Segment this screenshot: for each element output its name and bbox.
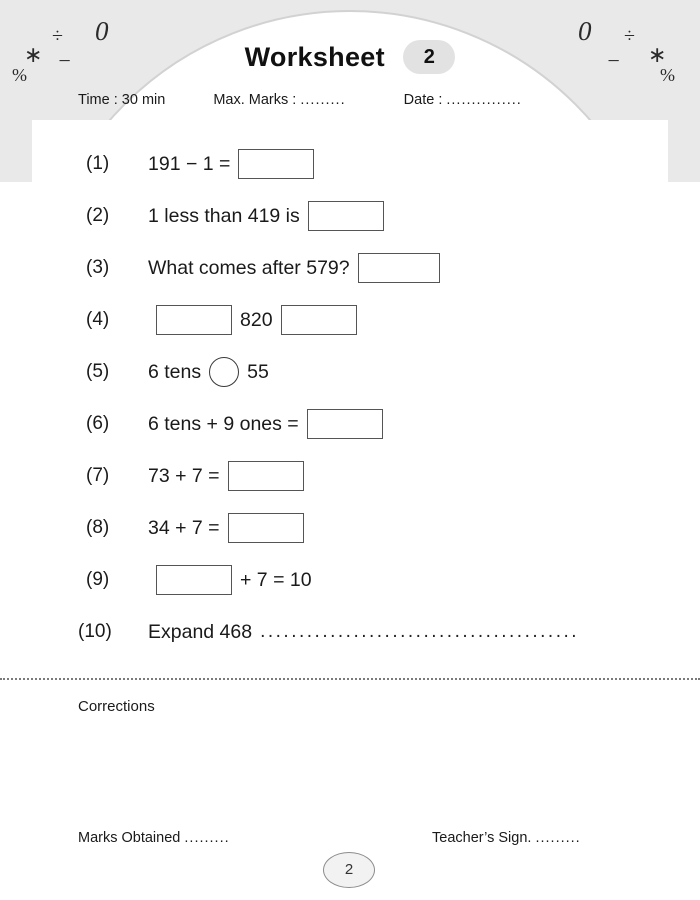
page-title: Worksheet xyxy=(244,41,385,72)
decor-divide-right: ÷ xyxy=(624,25,635,47)
decor-asterisk-left: ∗ xyxy=(24,42,43,67)
teacher-sign-value[interactable]: ......... xyxy=(535,830,581,846)
question-body xyxy=(148,565,312,595)
decor-zero-left: 0 xyxy=(95,16,109,46)
answer-box[interactable] xyxy=(156,305,232,335)
date-label: Date : xyxy=(403,92,443,108)
question-number: (3) xyxy=(86,257,110,278)
max-marks-label: Max. Marks : xyxy=(213,92,297,108)
question-body xyxy=(148,357,269,387)
decor-percent-right: % xyxy=(660,65,675,85)
decor-divide-left: ÷ xyxy=(52,25,63,47)
question-body xyxy=(148,513,312,543)
answer-box[interactable] xyxy=(228,513,304,543)
answer-box[interactable] xyxy=(238,149,314,179)
page-number-badge: 2 xyxy=(323,852,375,888)
decor-percent-left: % xyxy=(12,65,27,85)
question-text: 1 less than 419 is xyxy=(148,204,300,227)
question-row xyxy=(0,242,700,294)
question-number: (6) xyxy=(86,413,110,434)
question-body xyxy=(148,253,448,283)
time-field xyxy=(78,92,165,108)
decor-minus-left: − xyxy=(57,48,72,73)
question-body xyxy=(148,621,579,644)
time-value: 30 min xyxy=(121,92,166,108)
decor-zero-right: 0 xyxy=(578,16,592,46)
question-text: What comes after 579? xyxy=(148,256,350,279)
question-row xyxy=(0,606,700,658)
question-text: 73 + 7 = xyxy=(148,464,220,487)
question-text: + 7 = 10 xyxy=(240,568,312,591)
worksheet-meta xyxy=(78,92,638,108)
marks-obtained-value[interactable]: ......... xyxy=(184,830,230,846)
date-value[interactable]: ............... xyxy=(446,92,522,108)
question-number: (8) xyxy=(86,517,110,538)
question-row xyxy=(0,294,700,346)
answer-circle[interactable] xyxy=(209,357,239,387)
question-body xyxy=(148,305,365,335)
question-text: 34 + 7 = xyxy=(148,516,220,539)
question-text: Expand 468 xyxy=(148,620,253,643)
question-number: (2) xyxy=(86,205,110,226)
question-number: (5) xyxy=(86,361,110,382)
question-body xyxy=(148,461,312,491)
question-row xyxy=(0,346,700,398)
question-number: (7) xyxy=(86,465,110,486)
question-number: (10) xyxy=(78,621,112,642)
question-row xyxy=(0,502,700,554)
question-number: (1) xyxy=(86,153,110,174)
max-marks-field xyxy=(213,92,345,108)
question-body xyxy=(148,409,391,439)
question-number: (9) xyxy=(86,569,110,590)
question-text: 6 tens + 9 ones = xyxy=(148,412,299,435)
question-text: 55 xyxy=(247,360,269,383)
question-text: 820 xyxy=(240,308,273,331)
time-label: Time : xyxy=(78,92,118,108)
questions-list xyxy=(0,138,700,658)
question-number: (4) xyxy=(86,309,110,330)
question-text: 6 tens xyxy=(148,360,202,383)
question-row xyxy=(0,398,700,450)
answer-box[interactable] xyxy=(308,201,384,231)
answer-dotted-line[interactable]: ......................................... xyxy=(260,621,580,642)
decor-asterisk-right: ∗ xyxy=(648,42,667,67)
worksheet-title-row xyxy=(0,40,700,74)
marks-obtained-label: Marks Obtained xyxy=(78,830,181,846)
answer-box[interactable] xyxy=(281,305,357,335)
decor-minus-right: − xyxy=(606,48,621,73)
question-row xyxy=(0,554,700,606)
answer-box[interactable] xyxy=(156,565,232,595)
worksheet-number-badge: 2 xyxy=(403,40,455,74)
teacher-sign-field xyxy=(432,830,581,846)
date-field xyxy=(404,92,522,108)
corrections-label: Corrections xyxy=(78,698,155,715)
answer-box[interactable] xyxy=(228,461,304,491)
answer-box[interactable] xyxy=(307,409,383,439)
marks-obtained-field xyxy=(78,830,230,846)
question-row xyxy=(0,190,700,242)
teacher-sign-label: Teacher’s Sign. xyxy=(432,830,532,846)
answer-box[interactable] xyxy=(358,253,440,283)
question-row xyxy=(0,138,700,190)
question-row xyxy=(0,450,700,502)
section-divider xyxy=(0,678,700,680)
max-marks-value[interactable]: ......... xyxy=(300,92,346,108)
question-body xyxy=(148,201,392,231)
question-text: 191 − 1 = xyxy=(148,152,231,175)
question-body xyxy=(148,149,322,179)
